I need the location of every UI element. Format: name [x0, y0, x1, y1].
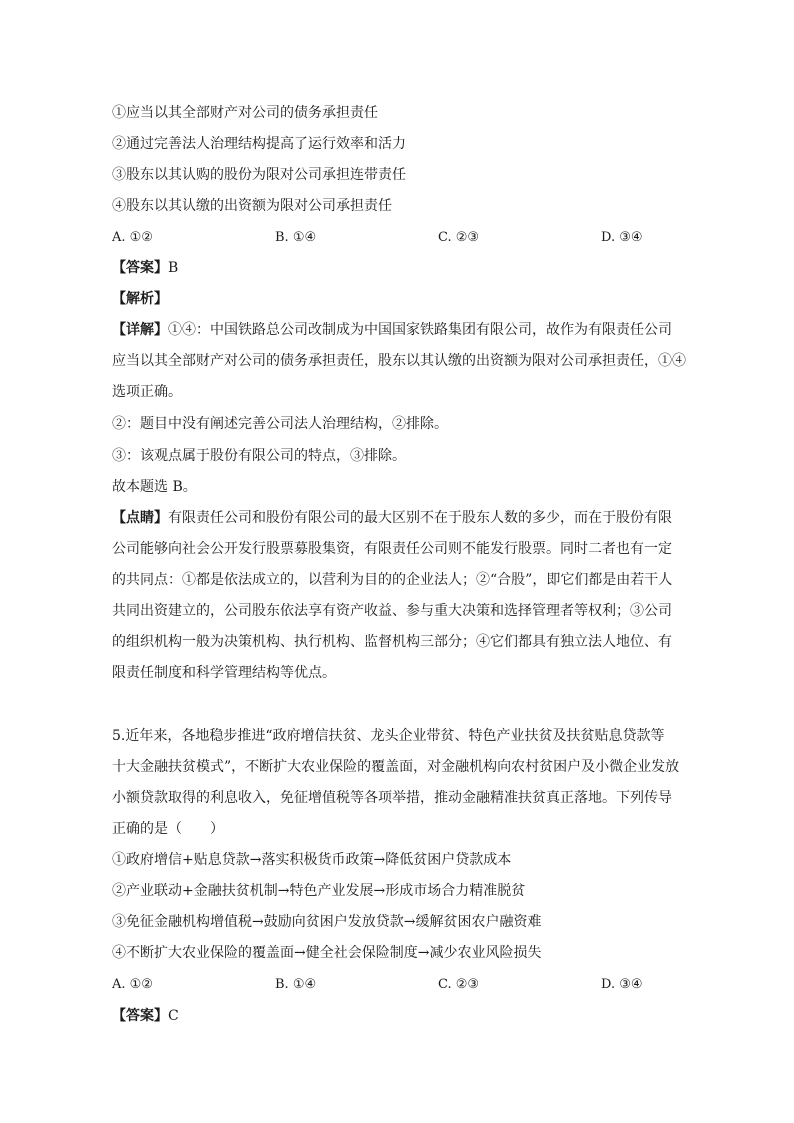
q4-choices — [112, 228, 692, 248]
q4-option-1: ①应当以其全部财产对公司的债务承担责任 — [112, 105, 378, 121]
q5-stem-line: 正确的是（ ） — [112, 821, 224, 837]
q5-stem-line: 小额贷款取得的利息收入，免征增值税等各项举措，推动金融精准扶贫真正落地。下列传导 — [112, 790, 672, 806]
q4-choice-a: A. ①② — [112, 230, 153, 245]
q4-option-4: ④股东以其认缴的出资额为限对公司承担责任 — [112, 198, 392, 214]
q4-comment-line: 公司能够向社会公开发行股票募股集资，有限责任公司则不能发行股票。同时二者也有一定 — [112, 541, 672, 557]
q5-option-1: ①政府增信+贴息贷款→落实积极货币政策→降低贫困户贷款成本 — [112, 852, 512, 868]
comment-tag: 【点睛】 — [112, 510, 168, 526]
q5-choice-b: B. ①④ — [275, 977, 317, 992]
q4-comment-line — [112, 508, 692, 528]
q5-choices — [112, 975, 692, 995]
q5-stem-line: 5.近年来，各地稳步推进“政府增信扶贫、龙头企业带贫、特色产业扶贫及扶贫贴息贷款等 — [112, 728, 665, 744]
q4-answer — [112, 258, 692, 278]
answer-tag: 【答案】 — [112, 260, 168, 276]
detail-tag: 【详解】 — [112, 322, 168, 338]
comment-text: 有限责任公司和股份有限公司的最大区别不在于股东人数的多少，而在于股份有限 — [168, 510, 672, 526]
q4-detail-line — [112, 320, 692, 340]
q4-detail-line: 故本题选 B。 — [112, 479, 197, 495]
q4-detail-line: 应当以其全部财产对公司的债务承担责任，股东以其认缴的出资额为限对公司承担责任，①④ — [112, 353, 686, 369]
answer-value: C — [168, 1008, 179, 1024]
detail-text: ①④：中国铁路总公司改制成为中国国家铁路集团有限公司，故作为有限责任公司 — [168, 322, 672, 338]
q5-option-3: ③免征金融机构增值税→鼓励向贫困户发放贷款→缓解贫困农户融资难 — [112, 914, 542, 930]
q4-option-3: ③股东以其认购的股份为限对公司承担连带责任 — [112, 167, 406, 183]
q4-choice-c: C. ②③ — [438, 230, 480, 245]
q5-choice-c: C. ②③ — [438, 977, 480, 992]
analysis-tag: 【解析】 — [112, 291, 168, 307]
q5-choice-a: A. ①② — [112, 977, 153, 992]
answer-value: B — [168, 260, 179, 276]
q4-option-2: ②通过完善法人治理结构提高了运行效率和活力 — [112, 136, 406, 152]
q4-analysis-heading — [112, 289, 692, 309]
q4-comment-line: 共同出资建立的，公司股东依法享有资产收益、参与重大决策和选择管理者等权利；③公司 — [112, 603, 672, 619]
q4-comment-line: 限责任制度和科学管理结构等优点。 — [112, 665, 336, 681]
q4-choice-b: B. ①④ — [275, 230, 317, 245]
q4-detail-line: ③：该观点属于股份有限公司的特点，③排除。 — [112, 448, 406, 464]
q5-stem-line: 十大金融扶贫模式”，不断扩大农业保险的覆盖面，对金融机构向农村贫困户及小微企业发放 — [112, 759, 680, 775]
q4-detail-line: 选项正确。 — [112, 384, 182, 400]
q4-comment-line: 的共同点：①都是依法成立的，以营利为目的的企业法人；②“合股”，即它们都是由若干人 — [112, 572, 673, 588]
q4-choice-d: D. ③④ — [601, 230, 643, 245]
q4-comment-line: 的组织机构一般为决策机构、执行机构、监督机构三部分；④它们都具有独立法人地位、有 — [112, 634, 672, 650]
q5-option-4: ④不断扩大农业保险的覆盖面→健全社会保险制度→减少农业风险损失 — [112, 945, 542, 961]
q5-choice-d: D. ③④ — [601, 977, 643, 992]
answer-tag: 【答案】 — [112, 1008, 168, 1024]
q4-detail-line: ②：题目中没有阐述完善公司法人治理结构，②排除。 — [112, 416, 448, 432]
q5-answer — [112, 1006, 692, 1026]
q5-option-2: ②产业联动+金融扶贫机制→特色产业发展→形成市场合力精准脱贫 — [112, 883, 526, 899]
